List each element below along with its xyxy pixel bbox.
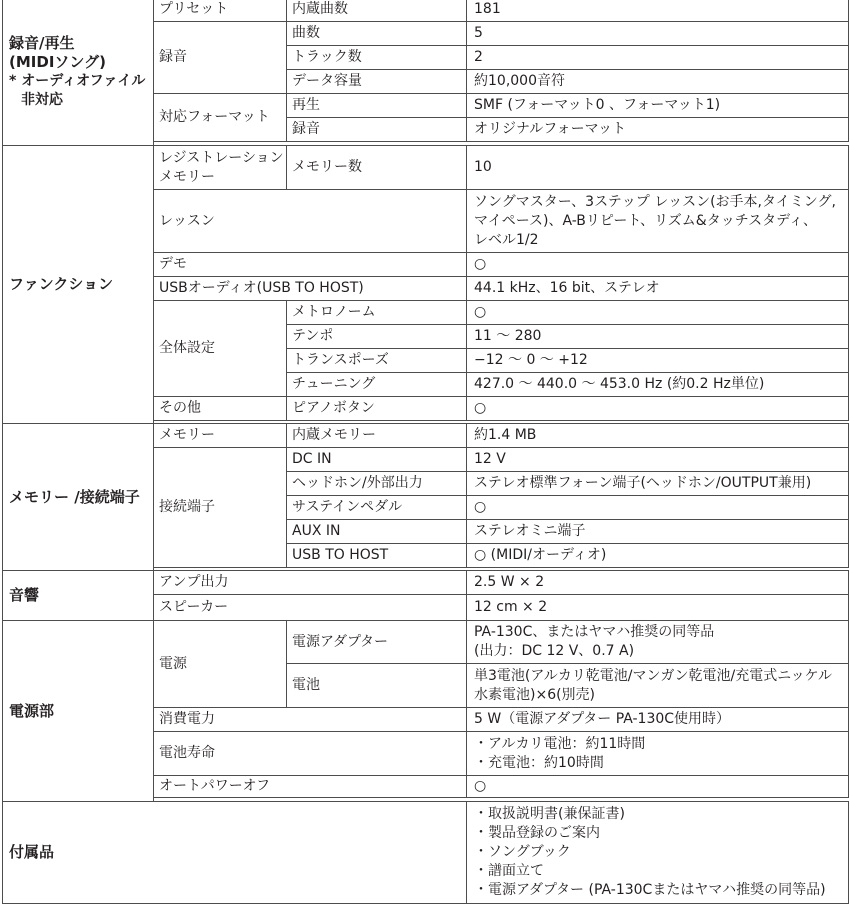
metronome-label: メトロノーム xyxy=(287,301,467,325)
memory-count-label: メモリー数 xyxy=(287,146,467,190)
category-accessories: 付属品 xyxy=(3,802,467,904)
aux-in-value: ステレオミニ端子 xyxy=(467,520,849,544)
data-capacity-value: 約10,000音符 xyxy=(467,70,849,94)
tempo-value: 11 〜 280 xyxy=(467,325,849,349)
list-item: ・ソングブック xyxy=(474,844,571,860)
amp-value: 2.5 W × 2 xyxy=(467,571,849,595)
usb-host-value: ○ (MIDI/オーディオ) xyxy=(467,544,849,568)
headphone-value: ステレオ標準フォーン端子(ヘッドホン/OUTPUT兼用) xyxy=(467,472,849,496)
usb-host-label: USB TO HOST xyxy=(287,544,467,568)
format-label: 対応フォーマット xyxy=(154,94,287,142)
rec-format-value: オリジナルフォーマット xyxy=(467,118,849,142)
battery-value: 単3電池(アルカリ乾電池/マンガン乾電池/充電式ニッケル 水素電池)×6(別売) xyxy=(467,664,849,708)
adapter-value: PA-130C、またはヤマハ推奨の同等品 (出力：DC 12 V、0.7 A) xyxy=(467,621,849,664)
category-recording: 録音/再生 (MIDIソング) * オーディオファイル 非対応 xyxy=(3,0,154,146)
category-memory: メモリー /接続端子 xyxy=(3,424,154,571)
demo-value: ○ xyxy=(467,253,849,277)
usb-audio-value: 44.1 kHz、16 bit、ステレオ xyxy=(467,277,849,301)
table-row xyxy=(3,571,849,595)
global-settings-label: 全体設定 xyxy=(154,301,287,397)
accessories-list xyxy=(467,802,849,904)
category-sound: 音響 xyxy=(3,571,154,621)
sustain-label: サステインペダル xyxy=(287,496,467,520)
rec-label: 録音 xyxy=(154,22,287,94)
spec-table xyxy=(2,0,849,904)
preset-sub-label: 内蔵曲数 xyxy=(287,0,467,22)
tracks-label: トラック数 xyxy=(287,46,467,70)
songs-label: 曲数 xyxy=(287,22,467,46)
amp-label: アンプ出力 xyxy=(154,571,467,595)
transpose-value: −12 〜 0 〜 +12 xyxy=(467,349,849,373)
play-format-label: 再生 xyxy=(287,94,467,118)
audio-note: * オーディオファイル xyxy=(9,72,146,89)
preset-value: 181 xyxy=(467,0,849,22)
transpose-label: トランスポーズ xyxy=(287,349,467,373)
other-label: その他 xyxy=(154,397,287,421)
adapter-label: 電源アダプター xyxy=(287,621,467,664)
category-power: 電源部 xyxy=(3,621,154,802)
songs-value: 5 xyxy=(467,22,849,46)
consumption-label: 消費電力 xyxy=(154,708,467,732)
battery-life-label: 電池寿命 xyxy=(154,732,467,776)
tracks-value: 2 xyxy=(467,46,849,70)
table-row xyxy=(3,424,849,448)
battery-life-value: ・アルカリ電池：約11時間 ・充電池：約10時間 xyxy=(467,732,849,776)
memory-count-value: 10 xyxy=(467,146,849,190)
lesson-label: レッスン xyxy=(154,190,467,253)
sustain-value: ○ xyxy=(467,496,849,520)
internal-memory-label: 内蔵メモリー xyxy=(287,424,467,448)
demo-label: デモ xyxy=(154,253,467,277)
memory-label: メモリー xyxy=(154,424,287,448)
connectors-label: 接続端子 xyxy=(154,448,287,568)
tuning-label: チューニング xyxy=(287,373,467,397)
auto-power-off-label: オートパワーオフ xyxy=(154,776,467,798)
table-row xyxy=(3,0,849,22)
rec-format-label: 録音 xyxy=(287,118,467,142)
dc-in-label: DC IN xyxy=(287,448,467,472)
play-format-value: SMF (フォーマット0 、フォーマット1) xyxy=(467,94,849,118)
lesson-value: ソングマスター、3ステップ レッスン(お手本,タイミング, マイペース)、A-Bリピート、リズム&タッチスタディ、 レベル1/2 xyxy=(467,190,849,253)
dc-in-value: 12 V xyxy=(467,448,849,472)
headphone-label: ヘッドホン/外部出力 xyxy=(287,472,467,496)
list-item: ・製品登録のご案内 xyxy=(474,825,600,841)
auto-power-off-value: ○ xyxy=(467,776,849,798)
usb-audio-label: USBオーディオ(USB TO HOST) xyxy=(154,277,467,301)
speaker-value: 12 cm × 2 xyxy=(467,595,849,621)
tuning-value: 427.0 〜 440.0 〜 453.0 Hz (約0.2 Hz単位) xyxy=(467,373,849,397)
preset-label: プリセット xyxy=(154,0,287,22)
piano-button-label: ピアノボタン xyxy=(287,397,467,421)
table-row xyxy=(3,802,849,904)
category-function: ファンクション xyxy=(3,146,154,424)
piano-button-value: ○ xyxy=(467,397,849,421)
consumption-value: 5 W（電源アダプター PA-130C使用時） xyxy=(467,708,849,732)
metronome-value: ○ xyxy=(467,301,849,325)
internal-memory-value: 約1.4 MB xyxy=(467,424,849,448)
tempo-label: テンポ xyxy=(287,325,467,349)
power-source-label: 電源 xyxy=(154,621,287,708)
list-item: ・譜面立て xyxy=(474,863,544,879)
table-row xyxy=(3,146,849,190)
registration-memory-label: レジストレーション メモリー xyxy=(154,146,287,190)
data-capacity-label: データ容量 xyxy=(287,70,467,94)
list-item: ・取扱説明書(兼保証書) xyxy=(474,806,625,822)
table-row xyxy=(3,621,849,664)
aux-in-label: AUX IN xyxy=(287,520,467,544)
list-item: ・電源アダプター (PA-130Cまたはヤマハ推奨の同等品) xyxy=(474,882,826,898)
speaker-label: スピーカー xyxy=(154,595,467,621)
battery-label: 電池 xyxy=(287,664,467,708)
